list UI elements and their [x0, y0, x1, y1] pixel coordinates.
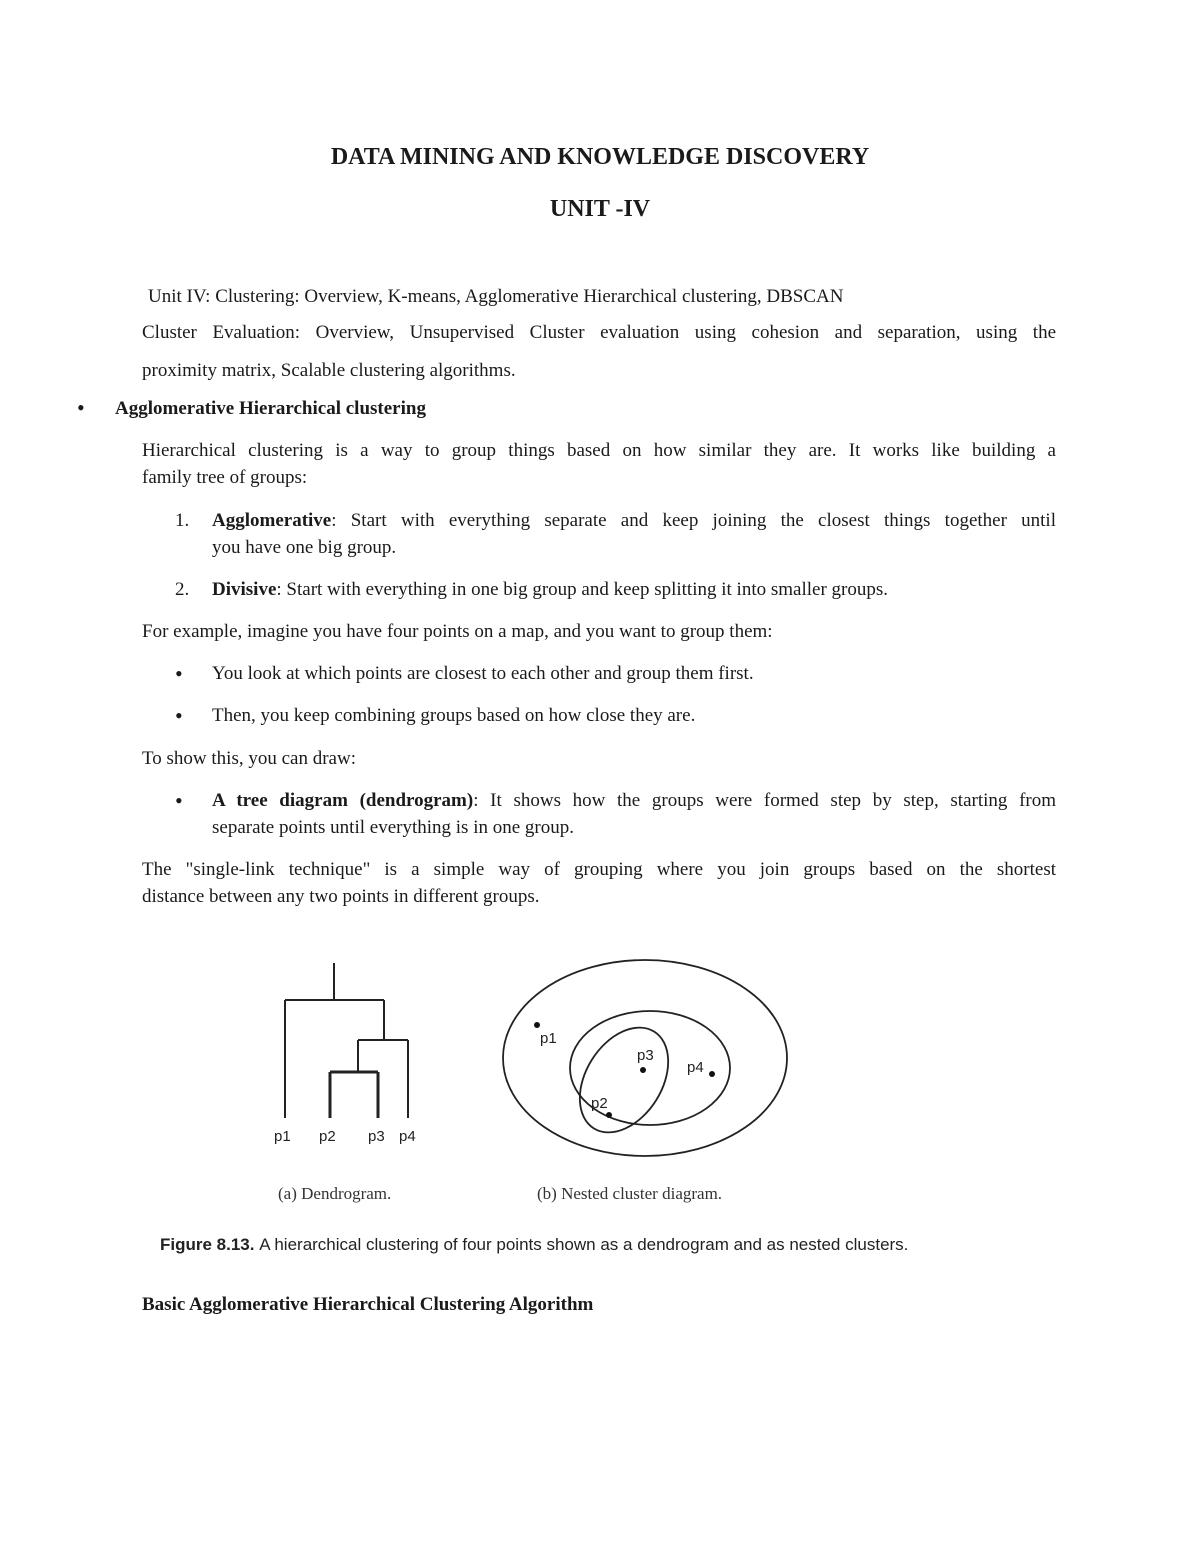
dendrogram: [285, 963, 408, 1118]
inner-cluster: [562, 1012, 687, 1149]
syllabus-line-1: Unit IV: Clustering: Overview, K-means, Agglomerative Hierarchical clustering, DBSCAN: [148, 286, 844, 307]
single-link-line-2: distance between any two points in different groups.: [142, 886, 540, 907]
section-heading: Agglomerative Hierarchical clustering: [115, 398, 426, 419]
dendrogram-label-p3: p3: [368, 1128, 385, 1145]
syllabus-line-3: proximity matrix, Scalable clustering algorithms.: [142, 360, 516, 381]
nested-label-p1: p1: [540, 1030, 557, 1047]
example-intro: For example, imagine you have four points on a map, and you want to group them:: [142, 621, 773, 642]
example-bullet-2-dot: •: [175, 703, 183, 728]
list-rest-1: : Start with everything separate and keep joining the closest things together until: [331, 510, 1056, 531]
point-p4: [709, 1071, 715, 1077]
algorithm-heading: Basic Agglomerative Hierarchical Clustering Algorithm: [142, 1294, 594, 1315]
point-p1: [534, 1022, 540, 1028]
draw-bullet-term: A tree diagram (dendrogram): [212, 790, 474, 811]
list-term-2: Divisive: [212, 579, 277, 600]
example-bullet-1: You look at which points are closest to each other and group them first.: [212, 663, 754, 684]
list-item-1-cont: you have one big group.: [212, 537, 397, 558]
draw-bullet-cont: separate points until everything is in one group.: [212, 817, 574, 838]
list-number-2: 2.: [175, 579, 190, 600]
nested-label-p2: p2: [591, 1095, 608, 1112]
dendrogram-label-p4: p4: [399, 1128, 416, 1145]
figure-caption: [160, 1235, 908, 1255]
example-bullet-1-dot: •: [175, 661, 183, 686]
syllabus-line-2: Cluster Evaluation: Overview, Unsupervised Cluster evaluation using cohesion and separation, using the: [142, 322, 1056, 343]
caption-b: (b) Nested cluster diagram.: [537, 1184, 723, 1203]
draw-bullet-rest: : It shows how the groups were formed step by step, starting from: [473, 790, 1056, 811]
example-bullet-2: Then, you keep combining groups based on how close they are.: [212, 705, 696, 726]
draw-bullet-dot: •: [175, 788, 183, 813]
figure-caption-prefix: Figure 8.13.: [160, 1235, 255, 1254]
draw-intro: To show this, you can draw:: [142, 748, 356, 769]
single-link-line-1: The "single-link technique" is a simple way of grouping where you join groups based on the shortest: [142, 859, 1056, 880]
caption-a: (a) Dendrogram.: [278, 1184, 392, 1203]
list-number-1: 1.: [175, 510, 190, 531]
unit-title: UNIT -IV: [549, 196, 651, 222]
list-rest-2: : Start with everything in one big group and keep splitting it into smaller groups.: [276, 579, 888, 600]
figure-caption-text: A hierarchical clustering of four points shown as a dendrogram and as nested clusters.: [259, 1235, 909, 1254]
section-bullet: •: [77, 395, 85, 420]
intro-line-2: family tree of groups:: [142, 467, 308, 488]
list-term-1: Agglomerative: [212, 510, 332, 531]
nested-label-p3: p3: [637, 1047, 654, 1064]
point-p2: [606, 1112, 612, 1118]
dendrogram-label-p1: p1: [274, 1128, 291, 1145]
intro-line-1: Hierarchical clustering is a way to group things based on how similar they are. It works like building a: [142, 440, 1056, 461]
point-p3: [640, 1067, 646, 1073]
document-title: DATA MINING AND KNOWLEDGE DISCOVERY: [330, 144, 870, 170]
nested-label-p4: p4: [687, 1059, 704, 1076]
dendrogram-label-p2: p2: [319, 1128, 336, 1145]
